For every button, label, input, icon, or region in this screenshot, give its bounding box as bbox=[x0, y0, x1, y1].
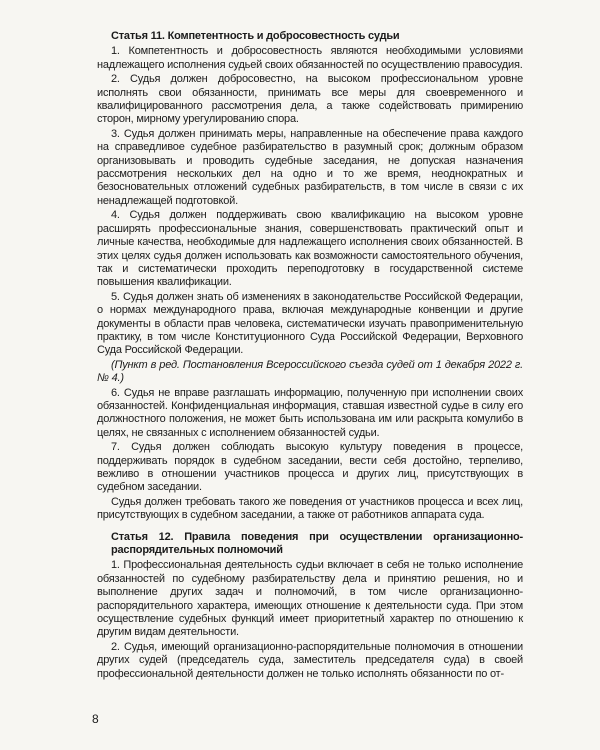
article-11-paragraph: 1. Компетентность и добросовестность являются необходимыми условиями надлежащего исполнения судьей своих обязанностей по осуществлению правосудия. bbox=[97, 45, 523, 71]
page-number: 8 bbox=[92, 712, 99, 726]
article-11-paragraph: 4. Судья должен поддерживать свою квалификацию на высоком уровне расширять профессиональные знания, совершенствовать практический опыт и личные качества, необходимые для надлежащего исполнения своих обязанностей. В этих целях судья должен использовать как возможности самостоятельного обучения, так и систематически проходить переподготовку в государственной системе повышения квалификации. bbox=[97, 209, 523, 289]
amendment-note: (Пункт в ред. Постановления Всероссийского съезда судей от 1 декабря 2022 г. № 4.) bbox=[97, 358, 523, 385]
article-11-paragraph: 6. Судья не вправе разглашать информацию, полученную при исполнении своих обязанностей. Конфиденциальная информация, ставшая известной судье в силу его должностного положения, не может быть использована им или раскрыта комулибо в целях, не связанных с исполнением обязанностей судьи. bbox=[97, 386, 523, 439]
article-11-paragraph: 7. Судья должен соблюдать высокую культуру поведения в процессе, поддерживать порядок в судебном заседании, вести себя достойно, терпеливо, вежливо в отношении участников процесса и других лиц, присутствующих в судебном заседании. bbox=[97, 441, 523, 494]
article-11-paragraph: Судья должен требовать такого же поведения от участников процесса и всех лиц, присутствующих в судебном заседании, а также от работников аппарата суда. bbox=[97, 495, 523, 522]
article-11-title: Статья 11. Компетентность и добросовестность судьи bbox=[111, 30, 400, 42]
article-12-paragraph: 1. Профессиональная деятельность судьи включает в себя не только исполнение обязанностей по судебному разбирательству дела и принятию решения, но и выполнение других задач и полномочий, в том числе организационно-распорядительного характера, имеющих отношение к деятельности суда. При этом осуществление судебных функций имеет приоритетный характер по отношению к другим видам деятельности. bbox=[97, 559, 523, 639]
article-11-paragraph: 3. Судья должен принимать меры, направленные на обеспечение права каждого на справедливое судебное разбирательство в разумный срок; должным образом организовывать и проводить судебные заседания, не допуская назначения рассмотрения нескольких дел на одно и то же время, неоднократных и безосновательных отложений судебных разбирательств, в том числе в связи с их ненадлежащей подготовкой. bbox=[97, 127, 523, 207]
page-body bbox=[97, 30, 523, 682]
article-11-paragraph: 2. Судья должен добросовестно, на высоком профессиональном уровне исполнять свои обязанности, принимать все меры для своевременного и квалифицированного рассмотрения дела, а также содействовать примирению сторон, мирному урегулированию спора. bbox=[97, 73, 523, 126]
article-12-paragraph: 2. Судья, имеющий организационно-распорядительные полномочия в отношении других судей (председатель суда, заместитель председателя суда) в своей профессиональной деятельности должен не только исполнять обязанности по от- bbox=[97, 640, 523, 680]
article-12-title: Статья 12. Правила поведения при осуществлении организационно-распорядительных полномочий bbox=[111, 530, 523, 557]
article-11-paragraph: 5. Судья должен знать об изменениях в законодательстве Российской Федерации, о нормах международного права, включая международные конвенции и другие документы в области прав человека, систематически изучать правоприменительную практику, в том числе Конституционного Суда Российской Федерации, Верховного Суда Российской Федерации. bbox=[97, 290, 523, 357]
